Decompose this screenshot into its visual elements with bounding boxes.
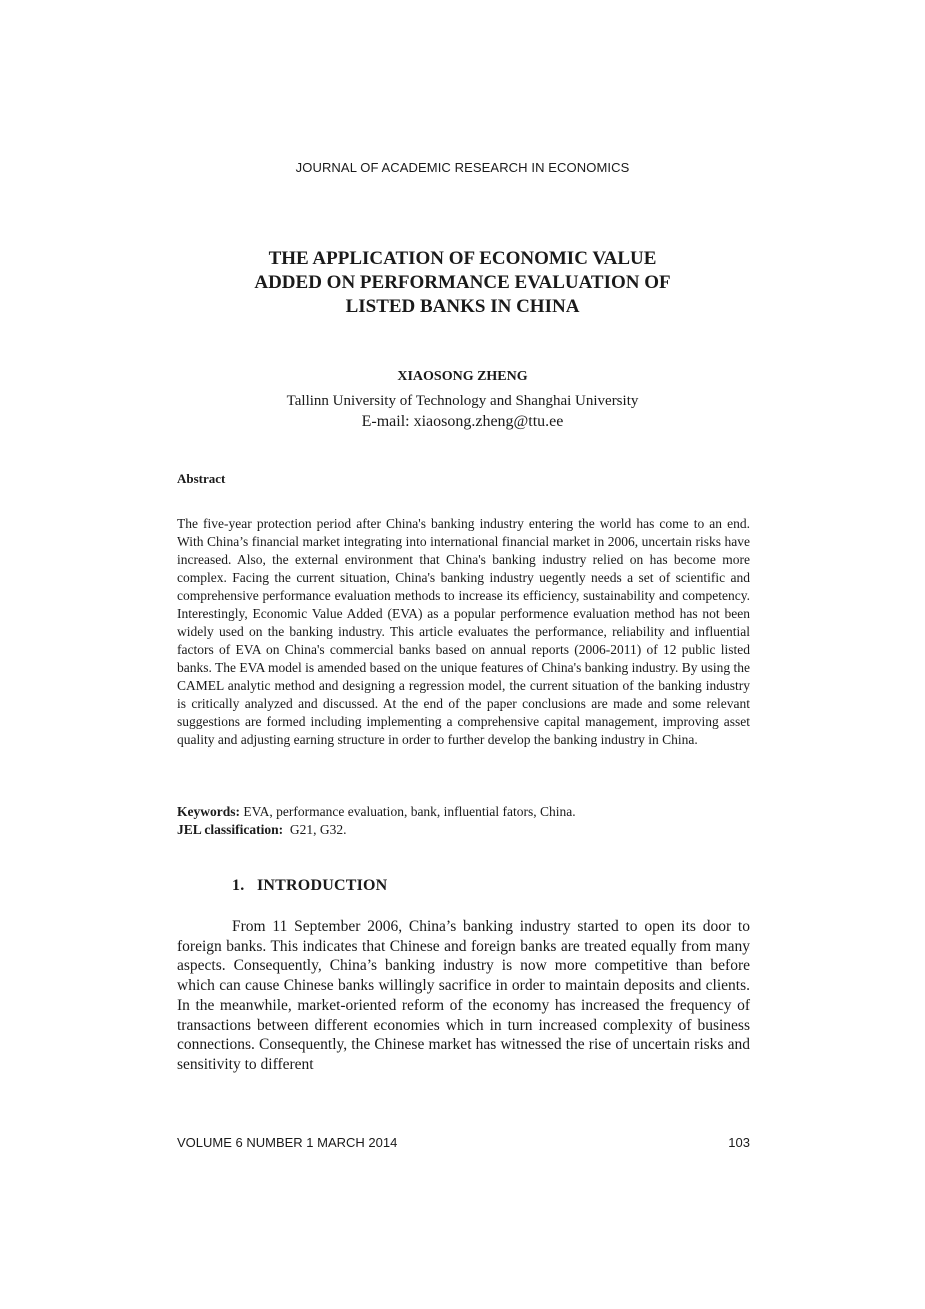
section-heading-introduction: 1. INTRODUCTION	[232, 877, 388, 894]
keywords-label: Keywords:	[177, 804, 240, 819]
keywords-line	[177, 803, 750, 821]
title-line-1: THE APPLICATION OF ECONOMIC VALUE	[268, 248, 657, 269]
keywords-block	[177, 803, 750, 839]
title-line-3: LISTED BANKS IN CHINA	[345, 296, 580, 317]
page-number: 103	[728, 1135, 750, 1150]
journal-header: JOURNAL OF ACADEMIC RESEARCH IN ECONOMICS	[295, 160, 630, 175]
title-line-2: ADDED ON PERFORMANCE EVALUATION OF	[254, 272, 671, 293]
keywords-value: EVA, performance evaluation, bank, influential fators, China.	[240, 804, 576, 819]
author-email: E-mail: xiaosong.zheng@ttu.ee	[361, 413, 564, 430]
jel-label: JEL classification:	[177, 822, 284, 837]
footer-volume: VOLUME 6 NUMBER 1 MARCH 2014	[177, 1135, 398, 1150]
paper-title	[150, 247, 775, 319]
introduction-text: From 11 September 2006, China’s banking industry started to open its door to foreign banks. This indicates that Chinese and foreign banks are treated equally from many aspects. Consequently, China’s banking industry is now more competitive than before which can cause Chinese banks willingly sacrifice in order to maintain deposits and clients. In the meanwhile, market-oriented reform of the economy has increased the frequency of transactions between different economies which in turn increased complexity of business connections. Consequently, the Chinese market has witnessed the rise of uncertain risks and sensitivity to different	[177, 918, 750, 1073]
abstract-heading: Abstract	[177, 471, 226, 486]
author-affiliation: Tallinn University of Technology and Shanghai University	[286, 393, 639, 409]
author-name: XIAOSONG ZHENG	[397, 369, 528, 384]
jel-line	[177, 821, 750, 839]
jel-value: G21, G32.	[283, 822, 347, 837]
abstract-text: The five-year protection period after China's banking industry entering the world has come to an end. With China’s financial market integrating into international financial market in 2006, uncertain risks have increased. Also, the external environment that China's banking industry relied on has become more complex. Facing the current situation, China's banking industry uegently needs a set of scientific and comprehensive performance evaluation methods to increase its efficiency, sustainability and competency. Interestingly, Economic Value Added (EVA) as a popular performence evaluation method has not been widely used on the banking industry. This article evaluates the performance, reliability and influential factors of EVA on China's commercial banks based on annual reports (2006-2011) of 12 public listed banks. The EVA model is amended based on the unique features of China's banking industry. By using the CAMEL analytic method and designing a regression model, the current situation of the banking industry is critically analyzed and discussed. At the end of the paper conclusions are made and some relevant suggestions are formed including implementing a comprehensive capital management, improving asset quality and adjusting earning structure in order to further develop the banking industry in China.	[177, 516, 750, 747]
